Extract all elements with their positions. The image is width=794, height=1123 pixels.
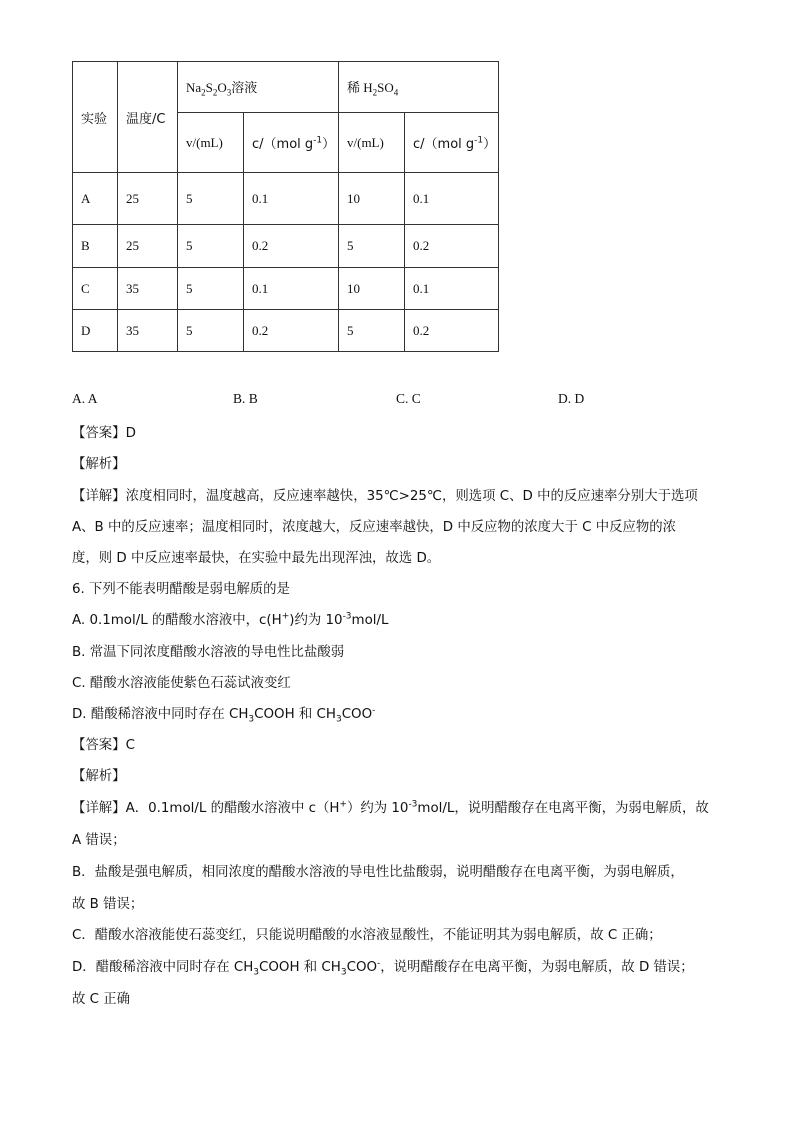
cell-v1: 5 [178,268,244,310]
header-volume-1: v/(mL) [178,113,244,173]
cell-v2: 5 [339,225,405,268]
detail-6-d: D．醋酸稀溶液中同时存在 $CH_3COOH$ 和 $CH_3COO^-$，说明醋酸存在电离平衡，为弱电解质，故 D 错误； [72,958,694,978]
header-experiment: 实验 [73,62,118,173]
cell-exp: A [73,173,118,225]
question-6-stem: 6. 下列不能表明醋酸是弱电解质的是 [72,582,290,597]
detail-6-a-line-2: A 错误； [72,833,126,848]
cell-temp: 25 [118,173,178,225]
question-6-option-c: C. 醋酸水溶液能使紫色石蕊试液变红 [72,676,291,691]
cell-temp: 25 [118,225,178,268]
header-concentration-1: c/（mol $g^{-1}$） [244,113,339,173]
header-temperature: 温度/C [118,62,178,173]
cell-v2: 10 [339,268,405,310]
analysis-label-5: 【解析】 [72,457,126,472]
header-concentration-2: c/（mol $g^{-1}$） [405,113,499,173]
option-d: D. D [558,391,585,406]
detail-5-line-2: A、B 中的反应速率；温度相同时，浓度越大，反应速率越快，D 中反应物的浓度大于 C 中反应物的浓 [72,520,677,535]
cell-v1: 5 [178,173,244,225]
header-h2so4: 稀 $H_2SO_4$ [339,62,499,113]
cell-temp: 35 [118,310,178,352]
detail-6-c: C．醋酸水溶液能使石蕊变红，只能说明醋酸的水溶液显酸性，不能证明其为弱电解质，故 C 正确； [72,928,662,943]
cell-c2: 0.2 [405,310,499,352]
analysis-label-6: 【解析】 [72,769,126,784]
cell-exp: D [73,310,118,352]
answer-6: 【答案】C [72,738,135,753]
cell-exp: C [73,268,118,310]
cell-c1: 0.1 [244,268,339,310]
cell-c1: 0.2 [244,310,339,352]
detail-6-b-line-1: B．盐酸是强电解质，相同浓度的醋酸水溶液的导电性比盐酸弱，说明醋酸存在电离平衡，为弱电解质， [72,865,684,880]
detail-5-line-1: 【详解】浓度相同时，温度越高，反应速率越快，35℃>25℃，则选项 C、D 中的反应速率分别大于选项 [72,489,698,504]
detail-6-b-line-2: 故 B 错误； [72,897,144,912]
header-na2s2o3: $Na_2S_2O_3$溶液 [178,62,339,113]
table-row [73,310,499,352]
table-row [73,268,499,310]
cell-c2: 0.1 [405,173,499,225]
question-6-option-d: D. 醋酸稀溶液中同时存在 $CH_3COOH$ 和 $CH_3COO^-$ [72,705,376,725]
option-c: C. C [396,391,421,406]
cell-v2: 5 [339,310,405,352]
option-b: B. B [233,391,258,406]
detail-6-conclusion: 故 C 正确 [72,992,131,1007]
question-6-option-b: B. 常温下同浓度醋酸水溶液的导电性比盐酸弱 [72,645,345,660]
cell-c1: 0.2 [244,225,339,268]
header-volume-2: v/(mL) [339,113,405,173]
table-row [73,173,499,225]
experiment-table [72,61,499,352]
cell-c2: 0.1 [405,268,499,310]
option-a: A. A [72,391,98,406]
cell-temp: 35 [118,268,178,310]
question-6-option-a: A. 0.1mol/L 的醋酸水溶液中，c(H+)约为 $10^{-3}mol/L$ [72,611,389,628]
table-row [73,225,499,268]
cell-v2: 10 [339,173,405,225]
answer-5: 【答案】D [72,426,136,441]
detail-5-line-3: 度，则 D 中反应速率最快，在实验中最先出现浑浊，故选 D。 [72,551,441,566]
cell-c2: 0.2 [405,225,499,268]
detail-6-a-line-1: 【详解】A．0.1mol/L 的醋酸水溶液中 c（H+）约为 $10^{-3}mol/L$，说明醋酸存在电离平衡，为弱电解质，故 [72,799,709,816]
cell-v1: 5 [178,225,244,268]
cell-v1: 5 [178,310,244,352]
cell-exp: B [73,225,118,268]
cell-c1: 0.1 [244,173,339,225]
